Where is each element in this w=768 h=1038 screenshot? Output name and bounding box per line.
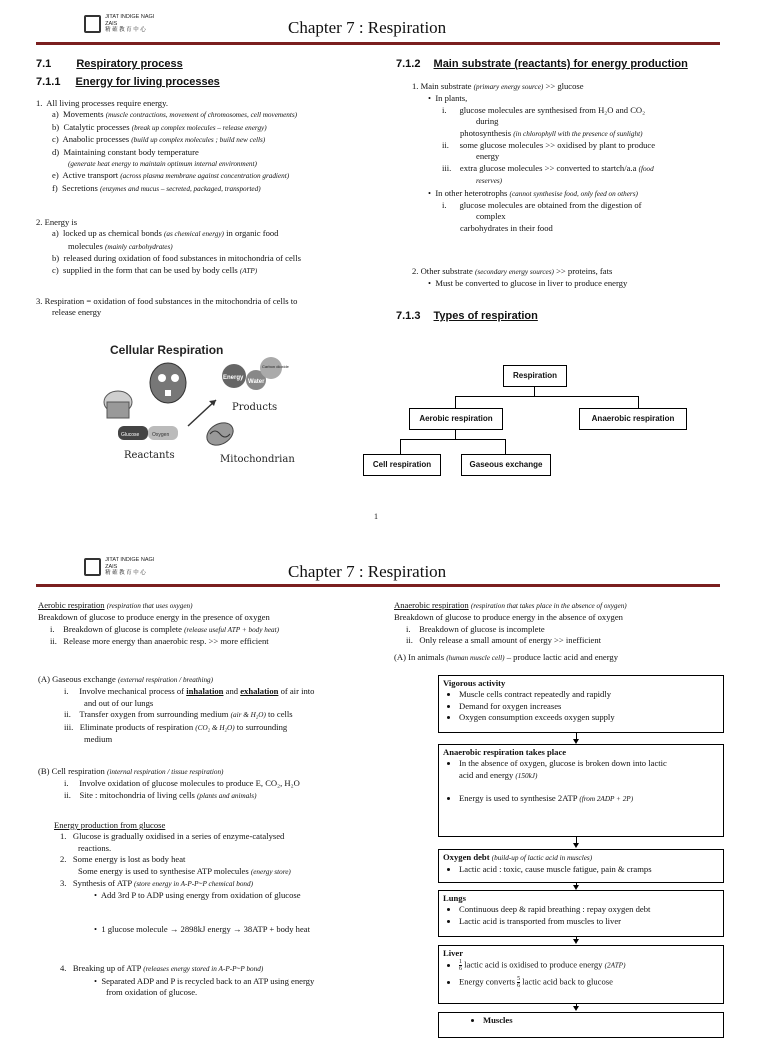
header-rule [36, 42, 720, 45]
cr-products: Products [232, 402, 278, 413]
list-item: • 1 glucose molecule → 2898kJ energy → 38ATP + body heat [94, 923, 310, 934]
connector [534, 386, 535, 396]
flow-arrowhead [573, 843, 579, 848]
list-item: a) Movements (muscle contractions, movement of chromosomes, cell movements) [52, 109, 298, 120]
flow-box-oxygen-debt: Oxygen debt (build-up of lactic acid in muscles) • Lactic acid : toxic, cause muscle fatigue, pain & cramps [438, 849, 724, 883]
connector [400, 439, 505, 440]
connector [400, 439, 401, 454]
list-item: photosynthesis (in chlorophyll with the presence of sunlight) [460, 127, 643, 138]
logo-icon [84, 15, 101, 33]
cr-water: Water [248, 379, 265, 385]
flow-arrowhead [573, 1006, 579, 1011]
section-title: Main substrate (reactants) for energy production [433, 58, 688, 70]
other-substrate-list [412, 266, 732, 290]
list-item: b) Catalytic processes (break up complex molecules – release energy) [52, 121, 267, 132]
anaerobic-section [394, 600, 734, 664]
list-item: f) Secretions (enzymes and mucus – secreted, packaged, transported) [52, 182, 261, 193]
list-item: 2. Other substrate (secondary energy sources) >> proteins, fats [412, 266, 613, 276]
connector [455, 429, 456, 439]
lactic-acid-flowchart [438, 675, 724, 1024]
list-item: 2. Energy is [36, 217, 78, 227]
list-item: ii. some glucose molecules >> oxidised by plant to produce [442, 140, 656, 151]
list-item: ii. Site : mitochondria of living cells (plants and animals) [64, 789, 257, 800]
logo [84, 10, 164, 38]
list-item: 2. Some energy is lost as body heat [60, 854, 186, 865]
cellular-respiration-illustration [96, 338, 316, 470]
list-item: a) locked up as chemical bonds (as chemical energy) in organic food [52, 228, 279, 239]
flow-box-vigorous: Vigorous activity • Muscle cells contract repeatedly and rapidly • Demand for oxygen increases • Oxygen consumption exceeds oxygen supply [438, 675, 724, 733]
list-item: • Add 3rd P to ADP using energy from oxidation of glucose [94, 890, 301, 901]
cr-oxygen: Oxygen [152, 432, 170, 438]
section-title: Respiratory process [76, 58, 183, 70]
list-item: from oxidation of glucose. [106, 987, 198, 998]
list-item: Aerobic respiration (respiration that uses oxygen) [38, 600, 193, 610]
respiration-types-diagram [360, 360, 730, 480]
list-item: • In other heterotrophs (cannot synthesise food, only feed on others) [428, 187, 638, 198]
list-item: i. Breakdown of glucose is incomplete [406, 623, 545, 634]
list-item: ii. Release more energy than anaerobic resp. >> more efficient [50, 636, 269, 647]
connector [455, 396, 456, 408]
cr-mitochondrian: Mitochondrian [220, 454, 295, 465]
cr-glucose: Glucose [121, 432, 140, 438]
logo-icon [84, 558, 101, 576]
node-cell-respiration: Cell respiration [363, 454, 441, 476]
main-substrate-list [412, 81, 732, 234]
logo-text-1: JITAT INDIGE NAGI ZAIS [105, 14, 155, 27]
list-item: i. Involve oxidation of glucose molecules to produce E, CO₂, H₂O [64, 778, 300, 789]
list-item: molecules (mainly carbohydrates) [68, 240, 173, 251]
logo [84, 553, 164, 581]
node-aerobic: Aerobic respiration [409, 408, 503, 430]
cr-energy: Energy [223, 375, 244, 381]
cr-reactants: Reactants [124, 450, 175, 461]
list-item: ii. Transfer oxygen from surrounding medium (air & H₂O) to cells [64, 709, 293, 720]
list-item: • Separated ADP and P is recycled back to an ATP using energy [94, 975, 315, 986]
list-item: i. glucose molecules are synthesised from H₂O and CO₂ [442, 104, 646, 115]
list-item: carbohydrates in their food [460, 222, 553, 233]
list-item: energy [476, 151, 500, 162]
node-anaerobic: Anaerobic respiration [579, 408, 687, 430]
cell-respiration-section [38, 766, 378, 802]
aerobic-section [38, 600, 378, 648]
list-item: Breakdown of glucose to produce energy in the presence of oxygen [38, 612, 270, 623]
page-2 [0, 530, 768, 1024]
section-number: 7.1.1 [36, 76, 61, 88]
section-7-1 [36, 58, 183, 70]
list-item: reserves) [476, 177, 503, 186]
list-item: Some energy is used to synthesise ATP molecules (energy store) [78, 865, 291, 876]
list-item: e) Active transport (across plasma membrane against concentration gradient) [52, 170, 290, 181]
list-item: complex [476, 211, 506, 222]
section-7-1-3 [396, 310, 538, 322]
section-7-1-2 [396, 58, 688, 70]
list-item: 4. Breaking up of ATP (releases energy stored in A-P-P~P bond) [60, 963, 264, 974]
section-7-1-1 [36, 76, 220, 88]
list-item: iii. extra glucose molecules >> converted to startch/a.a (food [442, 162, 654, 173]
list-item: Breakdown of glucose to produce energy in the absence of oxygen [394, 612, 623, 623]
list-item: 1. Main substrate (primary energy source) >> glucose [412, 81, 584, 91]
list-item: (A) In animals (human muscle cell) – produce lactic acid and energy [394, 651, 618, 662]
list-item: 3. Synthesis of ATP (store energy in A-P-P~P chemical bond) [60, 878, 254, 889]
list-item: 1. All living processes require energy. [36, 98, 168, 108]
flow-box-liver: Liver • $\frac{1}{6}$ lactic acid is oxidised to produce energy (2ATP) • Energy converts $\frac{5}{6}$ lactic acid back to glucose [438, 945, 724, 1004]
list-item: Anaerobic respiration (respiration that takes place in the absence of oxygen) [394, 600, 627, 610]
list-item: (A) Gaseous exchange (external respiration / breathing) [38, 674, 214, 684]
list-item: release energy [52, 307, 102, 318]
list-item: • In plants, [428, 93, 468, 104]
cr-co2: Carbon dioxide [262, 364, 289, 369]
list-item: 3. Respiration = oxidation of food substances in the mitochondria of cells to [36, 296, 298, 306]
list-item: and out of our lungs [84, 697, 154, 708]
header-rule [36, 584, 720, 587]
list-item: • Must be converted to glucose in liver to produce energy [428, 278, 628, 289]
gaseous-exchange-section [38, 674, 378, 745]
connector [455, 396, 638, 397]
section-number: 7.1.2 [396, 58, 421, 70]
respiration-definition [36, 296, 376, 319]
list-item: i. Involve mechanical process of inhalation and exhalation of air into [64, 686, 315, 697]
energy-production-section [54, 820, 384, 998]
page-title: Chapter 7 : Respiration [288, 562, 447, 581]
list-item: 1. Glucose is gradually oxidised in a series of enzyme-catalysed [60, 831, 285, 842]
list-item: medium [84, 734, 113, 745]
node-respiration: Respiration [503, 365, 567, 387]
section-title: Energy for living processes [75, 76, 220, 88]
energy-list [36, 98, 376, 195]
logo-text-1: JITAT INDIGE NAGI ZAIS [105, 557, 155, 570]
list-item: Energy production from glucose [54, 820, 166, 830]
flow-box-anaerobic: Anaerobic respiration takes place • In the absence of oxygen, glucose is broken down into lactic acid and energy (150kJ) • Energy is used to synthesise 2ATP (from 2ADP + 2P) [438, 744, 724, 837]
list-item: b) released during oxidation of food substances in mitochondria of cells [52, 253, 301, 264]
logo-text-2: 精 確 教 育 中 心 [105, 27, 146, 34]
connector [638, 396, 639, 408]
list-item: c) Anabolic processes (build up complex molecules ; build new cells) [52, 134, 266, 145]
flow-box-lungs: Lungs • Continuous deep & rapid breathing : repay oxygen debt • Lactic acid is transported from muscles to liver [438, 890, 724, 937]
list-item: (generate heat energy to maintain optimum internal environment) [68, 160, 257, 169]
page-title: Chapter 7 : Respiration [288, 18, 447, 37]
section-number: 7.1 [36, 58, 52, 70]
list-item: ii. Only release a small amount of energy >> inefficient [406, 635, 602, 646]
list-item: c) supplied in the form that can be used by body cells (ATP) [52, 264, 258, 275]
list-item: reactions. [78, 842, 112, 853]
logo-text-2: 精 確 教 育 中 心 [105, 570, 146, 577]
flow-box-muscles: • Muscles [438, 1012, 724, 1038]
list-item: i. Breakdown of glucose is complete (release useful ATP + body heat) [50, 623, 280, 634]
page-number: 1 [374, 512, 378, 521]
list-item: d) Maintaining constant body temperature [52, 146, 199, 157]
section-number: 7.1.3 [396, 310, 421, 322]
list-item: i. glucose molecules are obtained from the digestion of [442, 200, 642, 211]
cellular-respiration-image [96, 338, 316, 470]
energy-is-list [36, 217, 376, 277]
list-item: (B) Cell respiration (internal respiration / tissue respiration) [38, 766, 224, 776]
cr-title: Cellular Respiration [110, 343, 224, 357]
list-item: iii. Eliminate products of respiration (CO₂ & H₂O) to surrounding [64, 721, 288, 732]
connector [505, 439, 506, 454]
node-gaseous-exchange: Gaseous exchange [461, 454, 551, 476]
list-item: during [476, 116, 499, 127]
section-title: Types of respiration [433, 310, 538, 322]
flow-arrowhead [573, 939, 579, 944]
